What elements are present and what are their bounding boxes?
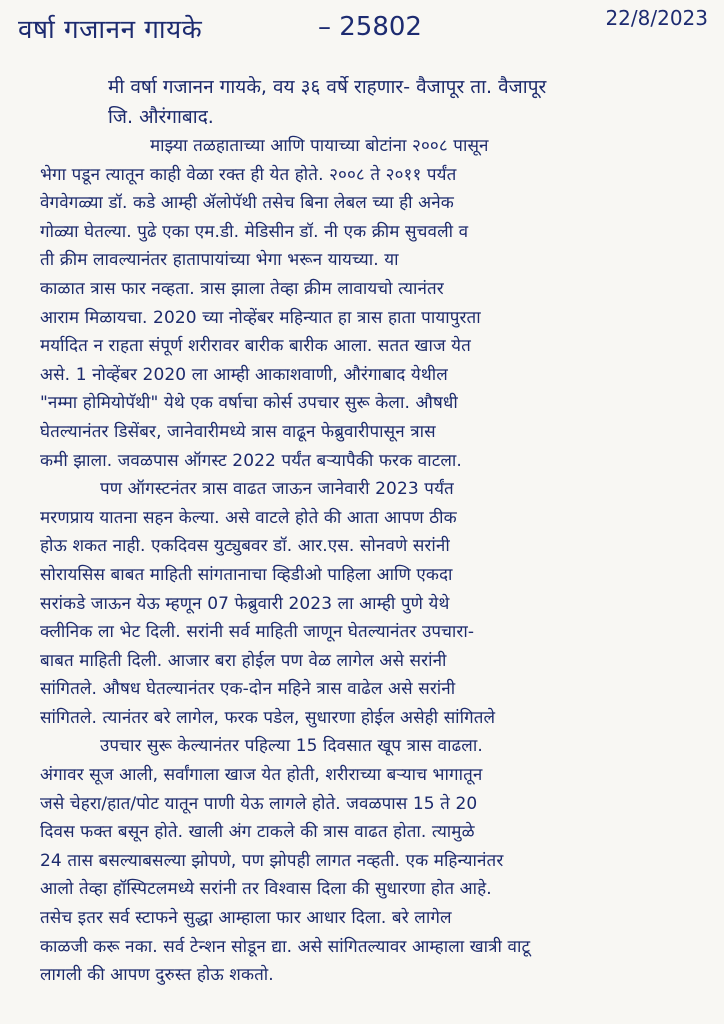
body-line: सोरायसिस बाबत माहिती सांगतानाचा व्हिडीओ पाहिला आणि एकदा bbox=[40, 564, 453, 585]
body-line: सरांकडे जाऊन येऊ म्हणून 07 फेब्रुवारी 2023 ला आम्ही पुणे येथे bbox=[40, 593, 450, 614]
body-line: घेतल्यानंतर डिसेंबर, जानेवारीमध्ये त्रास वाढून फेब्रुवारीपासून त्रास bbox=[40, 421, 436, 442]
testimonial-body bbox=[40, 132, 720, 990]
body-line: जसे चेहरा/हात/पोट यातून पाणी येऊ लागले होते. जवळपास 15 ते 20 bbox=[40, 793, 478, 814]
body-line: गोळ्या घेतल्या. पुढे एका एम.डी. मेडिसीन डॉ. नी एक क्रीम सुचवली व bbox=[40, 221, 469, 242]
body-line: उपचार सुरू केल्यानंतर पहिल्या 15 दिवसात खूप त्रास वाढला. bbox=[100, 736, 483, 757]
body-line: कमी झाला. जवळपास ऑगस्ट 2022 पर्यंत बऱ्यापैकी फरक वाटला. bbox=[40, 450, 462, 471]
body-line: काळजी करू नका. सर्व टेन्शन सोडून द्या. असे सांगितल्यावर आम्हाला खात्री वाटू bbox=[40, 936, 531, 957]
body-line: अंगावर सूज आली, सर्वांगाला खाज येत होती, शरीराच्या बऱ्याच भागातून bbox=[40, 765, 483, 786]
body-line: 24 तास बसल्याबसल्या झोपणे, पण झोपही लागत नव्हती. एक महिन्यानंतर bbox=[40, 850, 504, 871]
body-line: बाबत माहिती दिली. आजार बरा होईल पण वेळ लागेल असे सरांनी bbox=[40, 650, 447, 671]
intro-line: मी वर्षा गजानन गायके, वय ३६ वर्षे राहणार- वैजापूर ता. वैजापूर bbox=[108, 76, 547, 98]
body-line: माझ्या तळहाताच्या आणि पायाच्या बोटांना २००८ पासून bbox=[150, 136, 489, 156]
body-line: असे. 1 नोव्हेंबर 2020 ला आम्ही आकाशवाणी, औरंगाबाद येथील bbox=[40, 364, 448, 385]
intro-line: जि. औरंगाबाद. bbox=[108, 106, 214, 128]
body-line: आराम मिळायचा. 2020 च्या नोव्हेंबर महिन्यात हा त्रास हाता पायापुरता bbox=[40, 307, 481, 328]
body-line: पण ऑगस्टनंतर त्रास वाढत जाऊन जानेवारी 2023 पर्यंत bbox=[100, 479, 454, 500]
body-line: होऊ शकत नाही. एकदिवस युट्युबवर डॉ. आर.एस. सोनवणे सरांनी bbox=[40, 536, 450, 557]
body-line: काळात त्रास फार नव्हता. त्रास झाला तेव्हा क्रीम लावायचो त्यानंतर bbox=[40, 278, 444, 299]
letter-header bbox=[18, 6, 708, 50]
body-line: "नम्मा होमियोपॅथी" येथे एक वर्षाचा कोर्स उपचार सुरू केला. औषधी bbox=[40, 393, 458, 414]
registration-number: – 25802 bbox=[318, 12, 422, 42]
intro-paragraph bbox=[108, 72, 708, 132]
body-line: वेगवेगळ्या डॉ. कडे आम्ही ॲलोपॅथी तसेच बिना लेबल च्या ही अनेक bbox=[40, 193, 454, 214]
body-line: ती क्रीम लावल्यानंतर हातापायांच्या भेगा भरून यायच्या. या bbox=[40, 250, 399, 271]
body-line: आलो तेव्हा हॉस्पिटलमध्ये सरांनी तर विश्वास दिला की सुधारणा होत आहे. bbox=[40, 879, 492, 900]
body-line: भेगा पडून त्यातून काही वेळा रक्त ही येत होते. २००८ ते २०११ पर्यंत bbox=[40, 164, 457, 185]
body-line: सांगितले. त्यानंतर बरे लागेल, फरक पडेल, सुधारणा होईल असेही सांगितले bbox=[40, 707, 496, 728]
body-line: लागली की आपण दुरुस्त होऊ शकतो. bbox=[40, 965, 274, 986]
body-line: सांगितले. औषध घेतल्यानंतर एक-दोन महिने त्रास वाढेल असे सरांनी bbox=[40, 679, 456, 700]
body-line: क्लीनिक ला भेट दिली. सरांनी सर्व माहिती जाणून घेतल्यानंतर उपचारा- bbox=[40, 622, 475, 643]
body-line: मर्यादित न राहता संपूर्ण शरीरावर बारीक बारीक आला. सतत खाज येत bbox=[40, 336, 471, 357]
letter-date: 22/8/2023 bbox=[605, 6, 708, 30]
body-line: मरणप्राय यातना सहन केल्या. असे वाटले होते की आता आपण ठीक bbox=[40, 507, 457, 528]
body-line: तसेच इतर सर्व स्टाफने सुद्धा आम्हाला फार आधार दिला. बरे लागेल bbox=[40, 908, 452, 929]
author-name: वर्षा गजानन गायके bbox=[18, 15, 203, 45]
body-line: दिवस फक्त बसून होते. खाली अंग टाकले की त्रास वाढत होता. त्यामुळे bbox=[40, 822, 475, 843]
